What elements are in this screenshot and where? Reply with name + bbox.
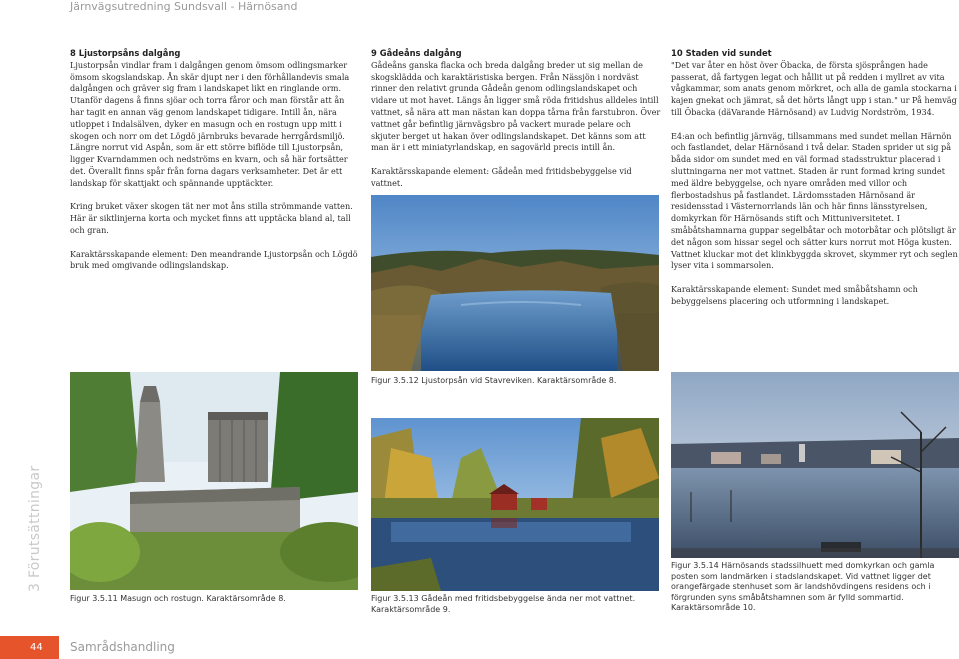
section-paragraph: Kring bruket växer skogen tät ner mot åns stilla strömmande vatten. Här är siktlinjerna korta och mycket finns att upptäcka bland al, tall och gran. xyxy=(70,201,353,235)
figure-caption: Figur 3.5.14 Härnösands stadssilhuett med domkyrkan och gamla posten som landmärken i stadslandskapet. Vid vattnet ligger det orangefärgade stenhuset som är landshövdingens residens och i förgrunden syns småbåtshamnen som är fylld sommartid. Karaktärsområde 10. xyxy=(671,561,935,612)
photo-gadean-cottages xyxy=(371,418,659,591)
photo-ljustorpsan-river xyxy=(371,195,659,371)
document-header-title: Järnvägsutredning Sundsvall - Härnösand xyxy=(70,0,298,13)
section-ljustorpsans-dalgang xyxy=(70,48,360,272)
section-paragraph: E4:an och befintlig järnväg, tillsammans med sundet mellan Härnön och fastlandet, delar Härnösand i två delar. Staden sprider ut sig på båda sidor om sundet med en väl formad stadsstruktur placerad i sluttningarna ner mot vattnet. Staden är runt formad kring sundet med äldre bebyggelse, och nyare områden med villor och flerbostadshus på fastlandet. Lärdomsstaden Härnösand är residensstad i Västernorrlands län och här finns länsstyrelsen, domkyrkan för Härnösands stift och Mittuniversitetet. I småbåtshamnarna guppar segelbåtar och motorbåtar och plötsligt är det någon som hissar segel och sätter kurs norrut mot Höga kusten. Vattnet kluckar mot det klinkbyggda skrovet, skymmer ryt och seglen lyser vita i sommarsolen. xyxy=(671,130,958,271)
section-paragraph: Karaktärsskapande element: Gådeån med fritidsbebyggelse vid vattnet. xyxy=(371,165,632,188)
figure-caption: Figur 3.5.12 Ljustorpsån vid Stavreviken. Karaktärsområde 8. xyxy=(371,376,617,385)
figure-caption: Figur 3.5.13 Gådeån med fritidsbebyggelse ända ner mot vattnet. Karaktärsområde 9. xyxy=(371,594,636,614)
section-paragraph: Karaktärsskapande element: Den meandrande Ljustorpsån och Lögdö bruk med omgivande odlingslandskap. xyxy=(70,248,358,271)
section-gadeans-dalgang xyxy=(371,48,661,190)
figure-caption: Figur 3.5.11 Masugn och rostugn. Karaktärsområde 8. xyxy=(70,594,286,603)
section-heading: 9 Gådeåns dalgång xyxy=(371,48,462,58)
section-paragraph: Ljustorpsån vindlar fram i dalgången genom ömsom odlingsmarker ömsom skogslandskap. Ån skär djupt ner i den förhållandevis smala dalgången och gräver sig fram i landskapet likt en ringlande orm. Utanför dagens å finns sjöar och torra fåror och man förstår att ån har tagit en annan väg genom landskapet tidigare. Intill ån, nära utloppet i Indalsälven, dyker en masugn och en rostugn upp mitt i skogen och norr om det Lögdö järnbruks bevarade herrgårdsmiljö. Längre norrut vid Aspån, som är ett större biflöde till Ljustorpsån, ligger Kvarndammen och nedströms en kvarn, och så här fortsätter det. Överallt finns spår från forna dagars verksamheter. Det är ett landskap för skattjakt och spännande upptäckter. xyxy=(70,59,350,188)
section-paragraph: "Det var åter en höst över Öbacka, de första sjösprången hade passerat, då fartygen legat och hållit ut på redden i myllret av vita vågkammar, som anats genom mörkret, och alla de gamla stockarna i kajen gnekat och jämrat, så det hörts långt upp i stan." ur På hemväg till Öbacka (däVarande Härnösand) av Ludvig Nordström, 1934. xyxy=(671,59,957,117)
photo-harnosand-skyline xyxy=(671,372,959,558)
section-paragraph: Gådeåns ganska flacka och breda dalgång breder ut sig mellan de skogsklädda och karaktäristiska bergen. Från Nässjön i nordväst rinner den relativt grunda Gådeån genom odlingslandskapet och vidare ut mot havet. Längs ån ligger små röda fritidshus alldeles intill vattnet, så nära att man nästan kan doppa tårna från farstubron. Över vattnet går befintlig järnvägsbro på vackert murade pelare och skjuter berget ut hakan över odlingslandskapet. Det känns som att man är i ett miniatyrlandskap, en sagovärld precis intill ån. xyxy=(371,59,661,153)
photo-masugn-rostugn xyxy=(70,372,358,590)
chapter-side-label: 3 Förutsättningar xyxy=(27,465,43,592)
section-paragraph: Karaktärsskapande element: Sundet med småbåtshamn och bebyggelsens placering och utformning i landskapet. xyxy=(671,283,918,306)
section-heading: 10 Staden vid sundet xyxy=(671,48,772,58)
section-heading: 8 Ljustorpsåns dalgång xyxy=(70,48,181,58)
section-staden-vid-sundet xyxy=(671,48,959,308)
footer-title: Samrådshandling xyxy=(70,640,175,654)
page-number: 44 xyxy=(30,642,43,653)
